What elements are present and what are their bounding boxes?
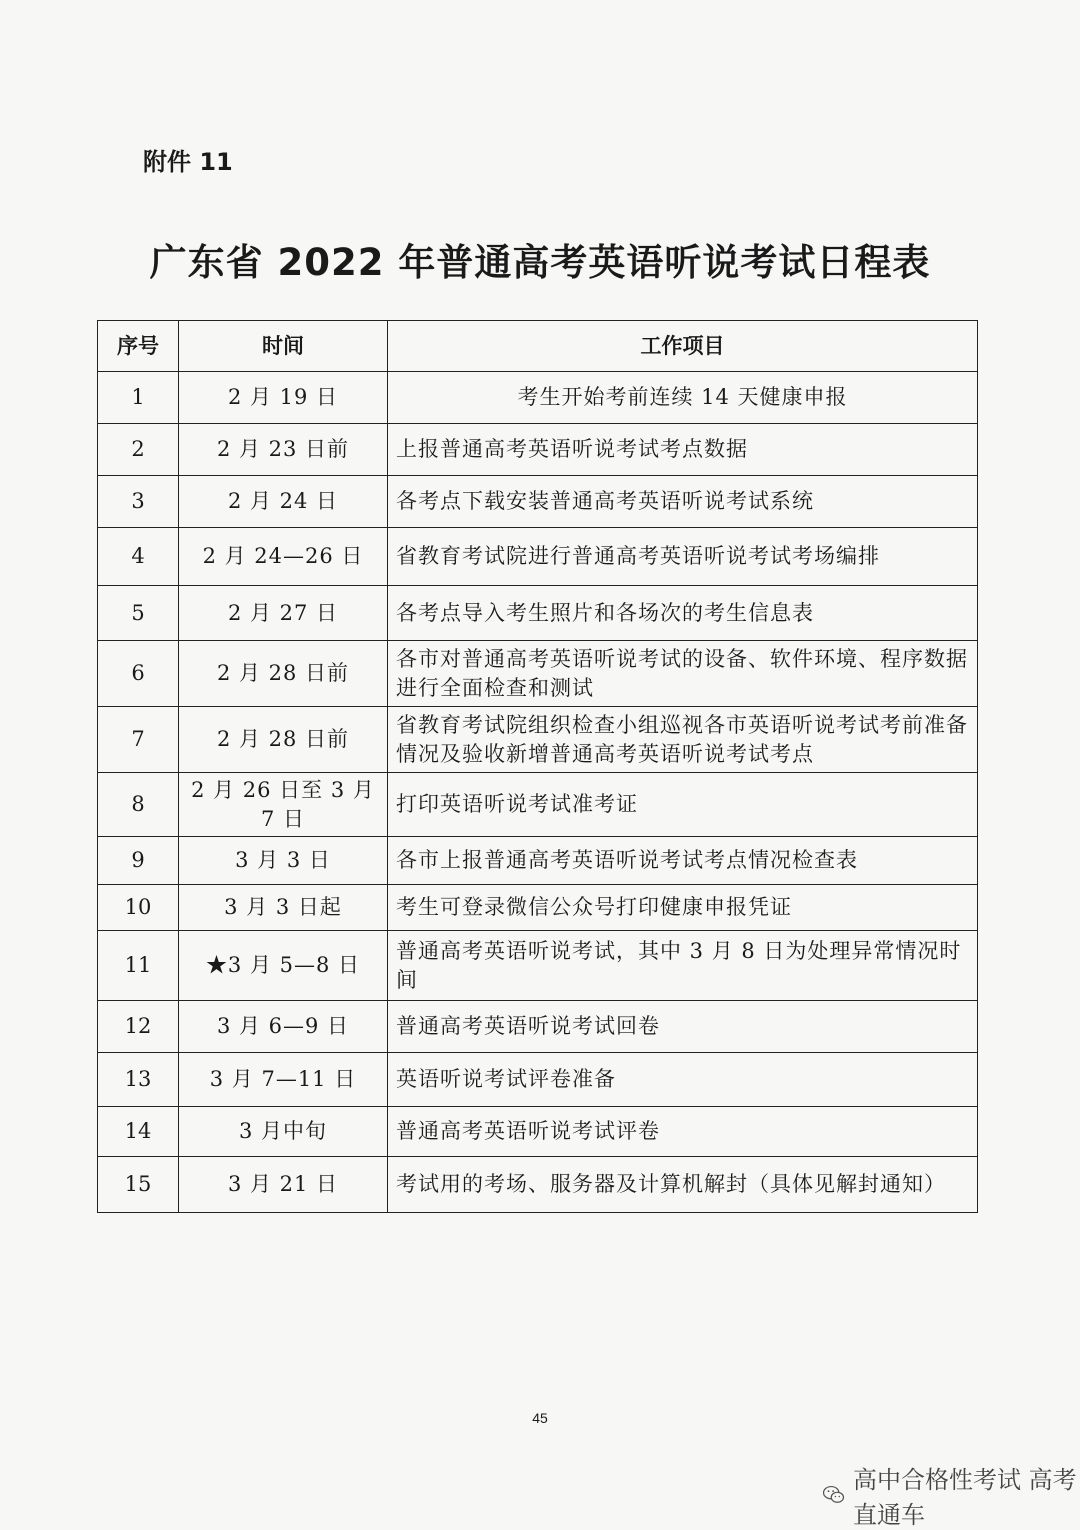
watermark-text: 高中合格性考试 高考直通车 — [853, 1466, 1077, 1529]
row-no: 11 — [98, 931, 179, 1001]
table-row — [98, 773, 978, 837]
wechat-icon — [822, 1481, 845, 1509]
table-row — [98, 641, 978, 707]
row-task: 普通高考英语听说考试回卷 — [388, 1001, 978, 1053]
row-task: 上报普通高考英语听说考试考点数据 — [388, 424, 978, 476]
schedule-table — [97, 320, 978, 1213]
table-header-row — [98, 321, 978, 372]
row-time: 3 月 3 日起 — [179, 885, 388, 931]
table-row — [98, 586, 978, 641]
row-task: 各考点下载安装普通高考英语听说考试系统 — [388, 476, 978, 528]
row-time: 3 月 6—9 日 — [179, 1001, 388, 1053]
table-row — [98, 528, 978, 586]
row-no: 10 — [98, 885, 179, 931]
row-task: 各市上报普通高考英语听说考试考点情况检查表 — [388, 837, 978, 885]
row-time: 2 月 24—26 日 — [179, 528, 388, 586]
row-no: 1 — [98, 372, 179, 424]
table-row — [98, 424, 978, 476]
row-task: 打印英语听说考试准考证 — [388, 773, 978, 837]
page-title: 广东省 2022 年普通高考英语听说考试日程表 — [149, 241, 931, 284]
row-no: 6 — [98, 641, 179, 707]
row-time: 2 月 24 日 — [179, 476, 388, 528]
table-row — [98, 1157, 978, 1213]
row-time: 2 月 27 日 — [179, 586, 388, 641]
table-row — [98, 707, 978, 773]
row-task: 英语听说考试评卷准备 — [388, 1053, 978, 1107]
table-row — [98, 476, 978, 528]
row-time: 3 月 3 日 — [179, 837, 388, 885]
row-no: 2 — [98, 424, 179, 476]
table-row — [98, 837, 978, 885]
table-row — [98, 1053, 978, 1107]
row-task: 省教育考试院进行普通高考英语听说考试考场编排 — [388, 528, 978, 586]
row-no: 8 — [98, 773, 179, 837]
table-row — [98, 885, 978, 931]
row-time: 3 月 21 日 — [179, 1157, 388, 1213]
row-no: 3 — [98, 476, 179, 528]
row-time: 3 月 7—11 日 — [179, 1053, 388, 1107]
row-task: 各考点导入考生照片和各场次的考生信息表 — [388, 586, 978, 641]
row-task: 各市对普通高考英语听说考试的设备、软件环境、程序数据进行全面检查和测试 — [388, 641, 978, 707]
row-task: 省教育考试院组织检查小组巡视各市英语听说考试考前准备情况及验收新增普通高考英语听说考试考点 — [388, 707, 978, 773]
row-no: 9 — [98, 837, 179, 885]
header-task: 工作项目 — [388, 321, 978, 372]
header-time: 时间 — [179, 321, 388, 372]
table-row — [98, 372, 978, 424]
watermark — [822, 1460, 1080, 1530]
header-no: 序号 — [98, 321, 179, 372]
row-no: 5 — [98, 586, 179, 641]
row-task: 普通高考英语听说考试评卷 — [388, 1107, 978, 1157]
row-time: ★3 月 5—8 日 — [179, 931, 388, 1001]
row-task: 考试用的考场、服务器及计算机解封（具体见解封通知） — [388, 1157, 978, 1213]
row-time: 2 月 28 日前 — [179, 707, 388, 773]
row-time: 2 月 23 日前 — [179, 424, 388, 476]
row-no: 7 — [98, 707, 179, 773]
row-task: 考生可登录微信公众号打印健康申报凭证 — [388, 885, 978, 931]
attachment-label: 附件 11 — [143, 148, 233, 176]
page-number: 45 — [532, 1410, 548, 1426]
row-time: 3 月中旬 — [179, 1107, 388, 1157]
table-row — [98, 1107, 978, 1157]
row-time: 2 月 28 日前 — [179, 641, 388, 707]
row-no: 13 — [98, 1053, 179, 1107]
row-no: 14 — [98, 1107, 179, 1157]
table-row — [98, 931, 978, 1001]
row-time: 2 月 26 日至 3 月 7 日 — [179, 773, 388, 837]
row-no: 4 — [98, 528, 179, 586]
row-time: 2 月 19 日 — [179, 372, 388, 424]
row-task: 普通高考英语听说考试，其中 3 月 8 日为处理异常情况时间 — [388, 931, 978, 1001]
row-no: 15 — [98, 1157, 179, 1213]
row-no: 12 — [98, 1001, 179, 1053]
row-task: 考生开始考前连续 14 天健康申报 — [388, 372, 978, 424]
table-row — [98, 1001, 978, 1053]
